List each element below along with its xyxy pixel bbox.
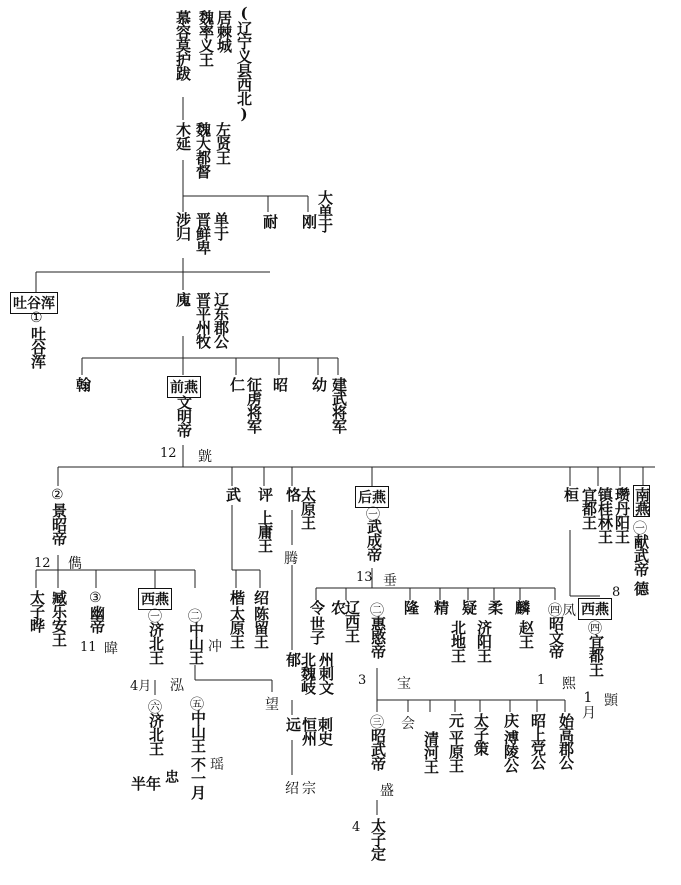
- nai: 耐: [261, 214, 279, 228]
- zhengui: 镇桂林王: [596, 487, 614, 543]
- qianyan-state-box: 前燕: [167, 376, 201, 398]
- bao-num: 3: [358, 673, 367, 688]
- jun: 儁: [68, 556, 82, 572]
- xi: 熙: [562, 676, 576, 692]
- hui: 廆: [174, 292, 192, 306]
- shegui-title2: 单于: [212, 212, 230, 240]
- chui-num: 13: [356, 570, 373, 585]
- taiyuan2: 太原王: [228, 606, 246, 648]
- hengzhou: 恒州: [300, 717, 318, 745]
- zhaoshang: 昭上党公: [529, 713, 547, 769]
- hong: 泓: [170, 678, 184, 694]
- ke: 恪: [284, 487, 302, 501]
- zong: 宗: [302, 781, 316, 797]
- qinghe: 清河王: [422, 731, 440, 773]
- you: 幼: [310, 377, 328, 391]
- taizi-ce: 太子策: [472, 713, 490, 755]
- shegui: 涉归: [174, 212, 192, 240]
- huan: 桓: [562, 487, 580, 501]
- ren: 仁: [228, 377, 246, 391]
- banian: 半年: [131, 775, 162, 793]
- zhou: 州刺文: [317, 652, 335, 694]
- shao: 绍: [252, 590, 270, 604]
- wuchengdi: 武成帝: [365, 519, 383, 561]
- mrhb-note: 居棘城: [215, 10, 233, 52]
- wei: 暐: [104, 641, 118, 657]
- wei-num: 11: [80, 640, 97, 655]
- boling: 溥陵公: [502, 730, 520, 772]
- nong: 农: [329, 600, 347, 614]
- mrhb: 慕容莫护跋: [174, 10, 192, 80]
- qing: 庆: [502, 713, 520, 727]
- zhaowendi: 昭文帝: [547, 616, 565, 658]
- jianwu: 建武将军: [330, 377, 348, 433]
- title-note: (辽宁义县西北): [235, 4, 253, 122]
- jun-num: 12: [34, 556, 51, 571]
- zsw-num: ㊄: [190, 697, 204, 713]
- houyan-state-box: 后燕: [355, 486, 389, 508]
- xy-num: ㊀: [148, 609, 162, 625]
- zwd2-num: ㊂: [370, 715, 384, 731]
- jiyang: 济阳王: [475, 620, 493, 662]
- youdi-num: ③: [89, 590, 102, 606]
- ling: 令: [308, 600, 326, 614]
- bao: 宝: [397, 676, 411, 692]
- danyang: 瓒丹阳王: [613, 487, 631, 543]
- tuyuhun-num: ①: [30, 310, 43, 326]
- zangle: 臧乐安王: [50, 590, 68, 646]
- wang: 望: [265, 697, 279, 713]
- ny-num: ㊀: [633, 521, 647, 537]
- muyan-title2: 左贤王: [214, 122, 232, 164]
- yidu: 宜都王: [580, 487, 598, 529]
- yuan: 远: [284, 717, 302, 731]
- hui2: 会: [401, 716, 415, 732]
- zhongshan: 中山王: [187, 622, 205, 664]
- tuyuhun-state-box: 吐谷浑: [10, 292, 58, 314]
- muyan: 木延: [174, 122, 192, 150]
- jzd-num: ②: [51, 487, 64, 503]
- taizi-ding: 太子定: [369, 818, 387, 860]
- lin: 麟: [513, 600, 531, 614]
- rou: 柔: [486, 600, 504, 614]
- yd-num: ㊃: [588, 621, 602, 637]
- jingzhaodi: 景昭帝: [50, 503, 68, 545]
- xi-num: 1: [537, 673, 546, 688]
- jbw-num: ㊅: [148, 700, 162, 716]
- ping: 评: [256, 487, 274, 501]
- nanyan-state-box: 南燕: [633, 487, 651, 515]
- pingyuan: 平原王: [447, 730, 465, 772]
- teng: 腾: [284, 551, 298, 567]
- hui-title: 晋平州牧: [194, 292, 212, 348]
- zhaowang: 赵王: [517, 620, 535, 648]
- liaoxi: 辽西王: [343, 600, 361, 642]
- shigao: 始高郡公: [557, 713, 575, 769]
- jing: 精: [432, 600, 450, 614]
- muyan-title: 魏大都督: [194, 122, 212, 178]
- mrhb-title: 魏率义王: [197, 10, 215, 66]
- hui-title2: 辽东郡公: [212, 292, 230, 348]
- cishi: 刺史: [316, 717, 334, 745]
- shizi: 世子: [308, 616, 326, 644]
- beidi: 北地王: [449, 620, 467, 662]
- zwd-num: ㊃: [548, 603, 562, 619]
- tuyuhun: 吐谷浑: [29, 326, 47, 368]
- beiwei: 北魏岐: [299, 652, 317, 694]
- shegui-title: 晋鲜卑: [194, 212, 212, 254]
- zhenglu: 征虏将军: [245, 377, 263, 433]
- shao2: 绍: [285, 781, 299, 797]
- han: 翰: [74, 377, 92, 391]
- taiyuan: 太原王: [299, 487, 317, 529]
- jibei2: 济北王: [147, 713, 165, 755]
- huang-num: 12: [160, 446, 177, 461]
- xianwudi: 献武帝: [632, 534, 650, 576]
- xiyan2-state-box: 西燕: [578, 598, 612, 620]
- huimindi: 惠愍帝: [369, 616, 387, 658]
- jibei: 济北王: [147, 622, 165, 664]
- kai: 楷: [228, 590, 246, 604]
- taizi-ye: 太子晔: [28, 590, 46, 632]
- yidu2: 宜都王: [587, 634, 605, 676]
- yao: 瑶: [210, 757, 224, 773]
- buyiyue: 不一月: [189, 757, 207, 799]
- dachanyu: 大单于: [316, 190, 334, 232]
- hong-num: 4月: [130, 679, 152, 694]
- long: 隆: [402, 600, 420, 614]
- zhong: 忠: [165, 770, 179, 786]
- sheng: 盛: [380, 783, 394, 799]
- ji: 疑: [460, 600, 478, 614]
- zs-num: ㊁: [188, 609, 202, 625]
- chui: 垂: [383, 573, 397, 589]
- hy-num: ㊀: [366, 507, 380, 523]
- zhaowudi: 昭武帝: [369, 728, 387, 770]
- de-num: 8: [612, 585, 621, 600]
- xiyan-state-box: 西燕: [138, 588, 172, 610]
- kang: 元: [447, 713, 465, 727]
- yi: 顗: [604, 693, 618, 709]
- huang: 皝: [198, 449, 212, 465]
- yidu2-num: 1月: [580, 690, 596, 718]
- wenmingdi: 文明帝: [175, 395, 193, 437]
- hmd-num: ㊁: [370, 603, 384, 619]
- de: 德: [632, 581, 650, 595]
- shangyong: 上庸王: [256, 510, 274, 552]
- zhao: 昭: [271, 377, 289, 391]
- youdi: 幽帝: [88, 605, 106, 633]
- xun: 郁: [284, 652, 302, 666]
- feng: 凤: [562, 603, 576, 619]
- zhongshan2: 中山王: [189, 710, 207, 752]
- wu: 武: [224, 487, 242, 501]
- chong: 冲: [208, 639, 222, 655]
- sheng-num: 4: [352, 820, 361, 835]
- chenliu: 陈留王: [252, 606, 270, 648]
- gang: 刚: [300, 214, 318, 228]
